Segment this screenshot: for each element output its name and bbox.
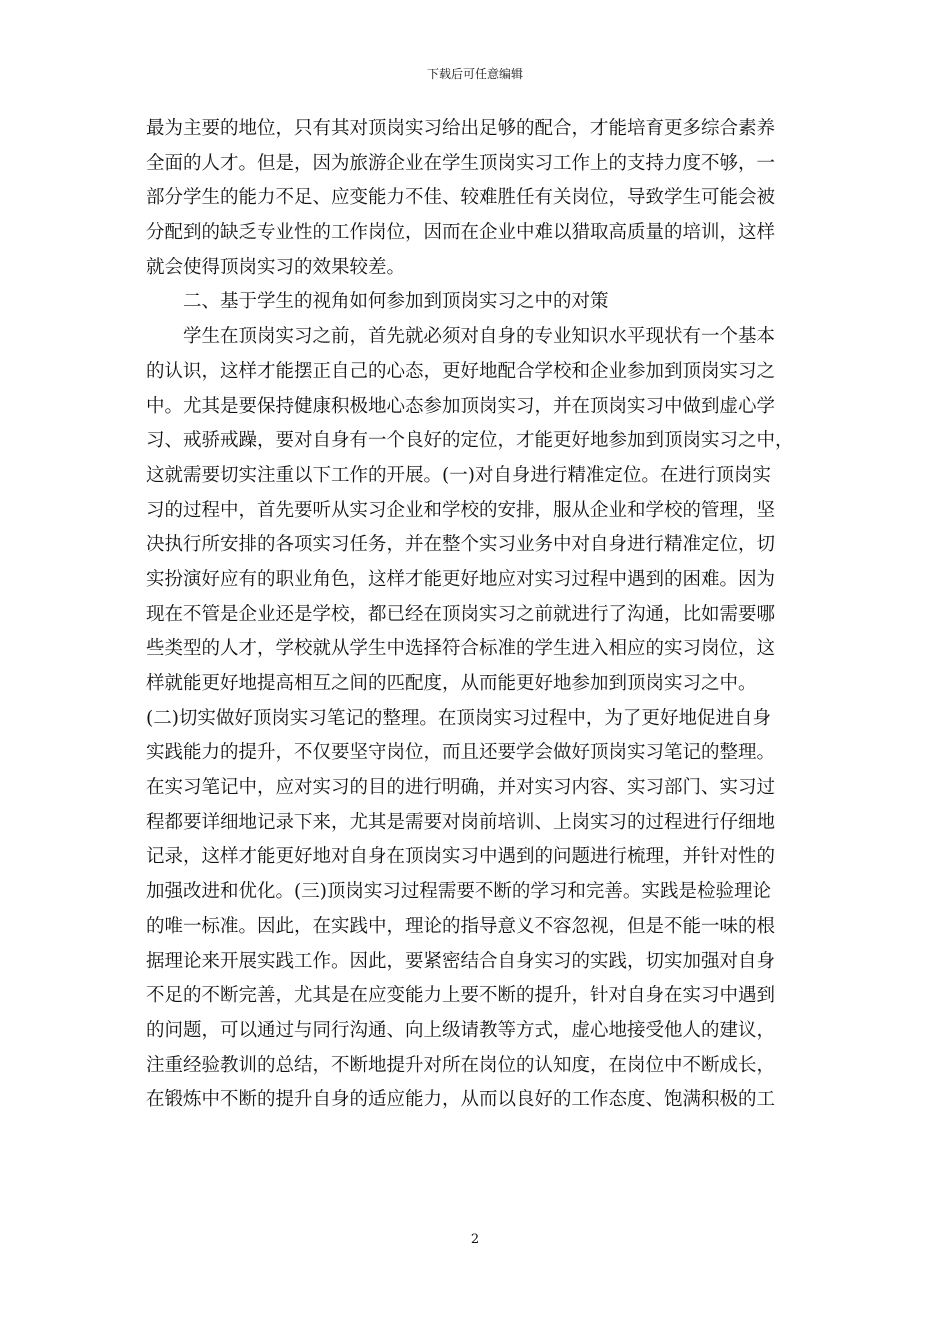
text-line: 在实习笔记中，应对实习的目的进行明确，并对实习内容、实习部门、实习过	[146, 777, 776, 799]
text-line: 中。尤其是要保持健康积极地心态参加顶岗实习，并在顶岗实习中做到虚心学	[146, 395, 776, 417]
text-line: 不足的不断完善，尤其是在应变能力上要不断的提升，针对自身在实习中遇到	[146, 985, 776, 1007]
text-line: 的认识，这样才能摆正自己的心态，更好地配合学校和企业参加到顶岗实习之	[146, 360, 776, 382]
text-line: 据理论来开展实践工作。因此，要紧密结合自身实习的实践，切实加强对自身	[146, 950, 776, 972]
page-number: 2	[470, 1232, 480, 1247]
text-line: 习、戒骄戒躁，要对自身有一个良好的定位，才能更好地参加到顶岗实习之中，	[146, 430, 794, 452]
text-line: 决执行所安排的各项实习任务，并在整个实习业务中对自身进行精准定位，切	[146, 534, 776, 556]
text-line: 学生在顶岗实习之前，首先就必须对自身的专业知识水平现状有一个基本	[146, 326, 776, 348]
text-line: (二)切实做好顶岗实习笔记的整理。在顶岗实习过程中，为了更好地促进自身	[146, 707, 771, 729]
text-line: 现在不管是企业还是学校，都已经在顶岗实习之前就进行了沟通，比如需要哪	[146, 603, 776, 625]
text-line: 这就需要切实注重以下工作的开展。(一)对自身进行精准定位。在进行顶岗实	[146, 464, 771, 486]
document-body	[146, 112, 808, 1118]
section-heading: 二、基于学生的视角如何参加到顶岗实习之中的对策	[146, 291, 609, 313]
text-line: 程都要详细地记录下来，尤其是需要对岗前培训、上岗实习的过程进行仔细地	[146, 811, 776, 833]
text-line: 全面的人才。但是，因为旅游企业在学生顶岗实习工作上的支持力度不够，一	[146, 152, 776, 174]
text-line: 分配到的缺乏专业性的工作岗位，因而在企业中难以猎取高质量的培训，这样	[146, 222, 776, 244]
text-line: 些类型的人才，学校就从学生中选择符合标准的学生进入相应的实习岗位，这	[146, 638, 776, 660]
page-header: 下载后可任意编辑	[426, 67, 523, 81]
text-line: 的问题，可以通过与同行沟通、向上级请教等方式，虚心地接受他人的建议，	[146, 1019, 776, 1041]
text-line: 实扮演好应有的职业角色，这样才能更好地应对实习过程中遇到的困难。因为	[146, 568, 776, 590]
text-line: 加强改进和优化。(三)顶岗实习过程需要不断的学习和完善。实践是检验理论	[146, 881, 771, 903]
text-line: 注重经验教训的总结，不断地提升对所在岗位的认知度，在岗位中不断成长，	[146, 1054, 776, 1076]
text-line: 在锻炼中不断的提升自身的适应能力，从而以良好的工作态度、饱满积极的工	[146, 1089, 776, 1111]
text-line: 的唯一标准。因此，在实践中，理论的指导意义不容忽视，但是不能一味的根	[146, 915, 776, 937]
text-line: 部分学生的能力不足、应变能力不佳、较难胜任有关岗位，导致学生可能会被	[146, 187, 776, 209]
text-line: 最为主要的地位，只有其对顶岗实习给出足够的配合，才能培育更多综合素养	[146, 118, 776, 139]
text-line: 记录，这样才能更好地对自身在顶岗实习中遇到的问题进行梳理，并针对性的	[146, 846, 776, 868]
text-line: 样就能更好地提高相互之间的匹配度，从而能更好地参加到顶岗实习之中。	[146, 673, 757, 694]
text-line: 实践能力的提升，不仅要坚守岗位，而且还要学会做好顶岗实习笔记的整理。	[146, 742, 776, 764]
text-line: 习的过程中，首先要听从实习企业和学校的安排，服从企业和学校的管理，坚	[146, 499, 776, 521]
text-line: 就会使得顶岗实习的效果较差。	[146, 256, 406, 278]
